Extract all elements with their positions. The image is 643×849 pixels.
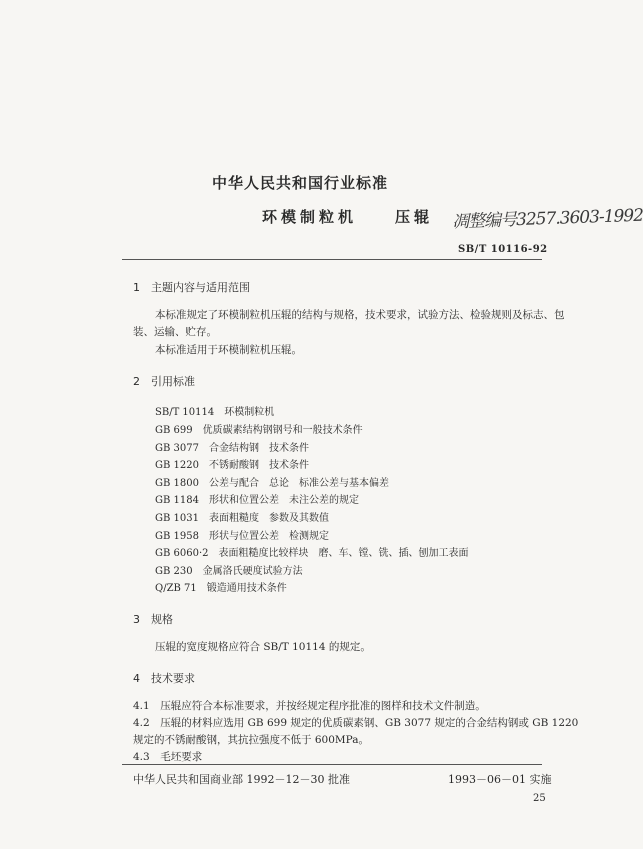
page-number: 25 bbox=[533, 793, 546, 804]
standard-number: SB/T 10116-92 bbox=[458, 244, 548, 255]
reference-item: Q/ZB 71 锻造通用技术条件 bbox=[155, 583, 287, 594]
section-1-heading bbox=[133, 279, 250, 295]
reference-item: GB 699 优质碳素结构钢钢号和一般技术条件 bbox=[155, 425, 363, 436]
reference-item: GB 1184 形状和位置公差 未注公差的规定 bbox=[155, 495, 359, 506]
section-3-title: 规格 bbox=[151, 613, 173, 626]
clause-4-2-line-1: 4.2 压辊的材料应选用 GB 699 规定的优质碳素钢、GB 3077 规定的合金结构钢或 GB 1220 bbox=[133, 717, 579, 729]
clause-4-3: 4.3 毛坯要求 bbox=[133, 751, 203, 763]
reference-item: GB 1031 表面粗糙度 参数及其数值 bbox=[155, 513, 329, 524]
reference-item: GB 1220 不锈耐酸钢 技术条件 bbox=[155, 460, 309, 471]
reference-item: GB 1800 公差与配合 总论 标准公差与基本偏差 bbox=[155, 478, 389, 489]
section-3-number: 3 bbox=[133, 613, 140, 626]
reference-item: GB 1958 形状与位置公差 检测规定 bbox=[155, 531, 329, 542]
implementation-date: 1993－06－01 实施 bbox=[448, 773, 552, 786]
section-1-number: 1 bbox=[133, 281, 140, 294]
section-2-heading bbox=[133, 373, 195, 389]
reference-item: GB 3077 合金结构钢 技术条件 bbox=[155, 443, 309, 454]
section-1-para-1-line-1: 本标准规定了环模制粒机压辊的结构与规格，技术要求，试验方法、检验规则及标志、包 bbox=[155, 309, 565, 321]
clause-4-2-line-2: 规定的不锈耐酸钢，其抗拉强度不低于 600MPa。 bbox=[133, 734, 369, 746]
reference-item: GB 6060·2 表面粗糙度比较样块 磨、车、镗、铣、插、刨加工表面 bbox=[155, 548, 469, 559]
approval-line: 中华人民共和国商业部 1992－12－30 批准 bbox=[133, 773, 350, 786]
section-4-title: 技术要求 bbox=[151, 672, 195, 685]
section-4-heading bbox=[133, 670, 195, 686]
section-2-number: 2 bbox=[133, 375, 140, 388]
section-3-para: 压辊的宽度规格应符合 SB/T 10114 的规定。 bbox=[155, 641, 371, 653]
section-1-title: 主题内容与适用范围 bbox=[151, 281, 250, 294]
document-title: 环模制粒机 压辊 bbox=[262, 208, 434, 226]
section-2-title: 引用标准 bbox=[151, 375, 195, 388]
section-4-number: 4 bbox=[133, 672, 140, 685]
reference-item: GB 230 金属洛氏硬度试验方法 bbox=[155, 566, 303, 577]
reference-item: SB/T 10114 环模制粒机 bbox=[155, 407, 275, 418]
section-3-heading bbox=[133, 611, 173, 627]
footer-divider bbox=[122, 764, 542, 765]
clause-4-1: 4.1 压辊应符合本标准要求，并按经规定程序批准的图样和技术文件制造。 bbox=[133, 700, 486, 712]
header-divider bbox=[122, 259, 542, 260]
handwritten-note: 凋整编号3257.3603-1992 bbox=[451, 205, 643, 233]
standard-type-heading: 中华人民共和国行业标准 bbox=[211, 174, 388, 192]
section-1-para-2: 本标准适用于环模制粒机压辊。 bbox=[155, 344, 302, 356]
section-1-para-1-line-2: 装、运输、贮存。 bbox=[133, 326, 217, 338]
